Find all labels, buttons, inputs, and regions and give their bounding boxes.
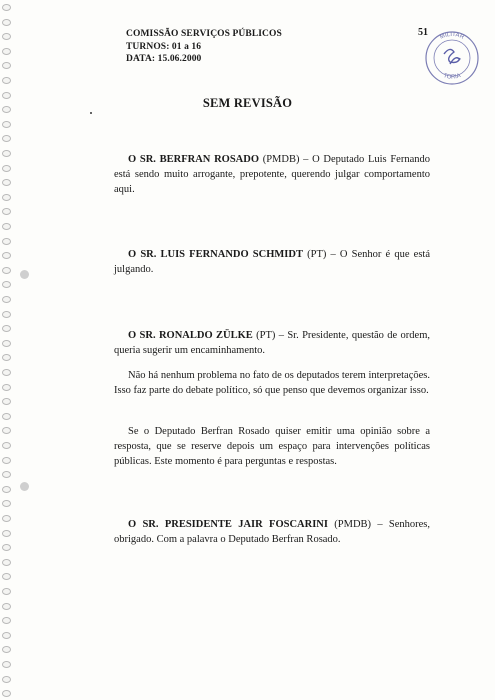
binder-hole [2,603,11,610]
binder-hole [2,48,11,55]
transcript-paragraph [114,424,430,469]
paragraph-text: (PMDB) – Senhores, obrigado. Com a palavra o Deputado Berfran Rosado. [114,519,431,545]
paragraph-text: (PT) – Sr. Presidente, questão de ordem, queria sugerir um encaminhamento. [114,330,430,356]
paragraph-text: Não há nenhum problema no fato de os deputados terem interpretações. Isso faz parte do debate político, só que penso que devemos organizar isso. [114,370,430,396]
binder-hole [2,384,11,391]
binder-hole [2,573,11,580]
binder-hole [2,442,11,449]
binder-hole [2,238,11,245]
paragraph-text: Se o Deputado Berfran Rosado quiser emitir uma opinião sobre a resposta, que se reserve depois um espaço para intervenções políticas públicas. Este momento é para perguntas e respostas. [114,426,430,467]
binder-hole [2,135,11,142]
binder-hole [2,676,11,683]
binder-hole [2,267,11,274]
binder-hole [2,515,11,522]
speaker-name: O SR. BERFRAN ROSADO [128,154,260,165]
binder-hole [2,632,11,639]
binder-hole [2,311,11,318]
header-committee: COMISSÃO SERVIÇOS PÚBLICOS [126,29,282,39]
binder-hole [2,427,11,434]
binder-hole [2,588,11,595]
binder-hole [2,530,11,537]
binder-hole [2,77,11,84]
binder-hole [2,486,11,493]
stamp-top-text: MILITAR [439,31,465,41]
header-date: DATA: 15.06.2000 [126,54,202,64]
transcript-paragraph [114,368,430,398]
page-number: 51 [418,27,428,38]
document-header [126,28,282,66]
stray-mark [90,112,92,114]
svg-text:TORIA [442,73,461,81]
transcript-paragraph [114,328,430,358]
binder-hole [2,661,11,668]
speaker-name: O SR. RONALDO ZÜLKE [128,330,253,341]
official-stamp [420,24,484,88]
binder-hole [2,471,11,478]
binder-hole [2,690,11,697]
speaker-name: O SR. PRESIDENTE JAIR FOSCARINI [128,519,328,530]
stamp-bottom-text: TORIA [442,72,462,81]
speaker-name: O SR. LUIS FERNANDO SCHMIDT [128,249,303,260]
page-title: SEM REVISÃO [202,96,293,110]
binder-hole [2,617,11,624]
binder-hole [2,559,11,566]
binder-hole [2,398,11,405]
binder-hole [2,19,11,26]
transcript-paragraph [114,152,430,197]
binder-hole [2,33,11,40]
transcript-paragraph [114,517,430,547]
paper-mark [20,270,29,279]
transcript-paragraph [114,247,430,277]
binder-hole [2,354,11,361]
binder-hole [2,281,11,288]
binder-hole [2,325,11,332]
binder-hole [2,179,11,186]
binder-hole [2,165,11,172]
binder-hole [2,121,11,128]
binder-hole [2,457,11,464]
binder-hole [2,544,11,551]
paragraph-text: (PMDB) – O Deputado Luis Fernando está sendo muito arrogante, prepotente, querendo julgar comportamento aqui. [114,154,430,195]
binder-hole [2,223,11,230]
binder-hole [2,646,11,653]
stamp-signature [444,49,460,64]
binder-hole [2,252,11,259]
binder-hole [2,208,11,215]
binder-hole [2,340,11,347]
binder-hole [2,62,11,69]
binder-hole [2,194,11,201]
binder-hole [2,4,11,11]
binder-hole [2,413,11,420]
header-turns: TURNOS: 01 a 16 [126,41,202,52]
binder-hole [2,369,11,376]
paragraph-text: (PT) – O Senhor é que está julgando. [114,249,430,275]
binder-hole [2,500,11,507]
binder-hole [2,296,11,303]
paper-mark [20,482,29,491]
binder-hole [2,150,11,157]
